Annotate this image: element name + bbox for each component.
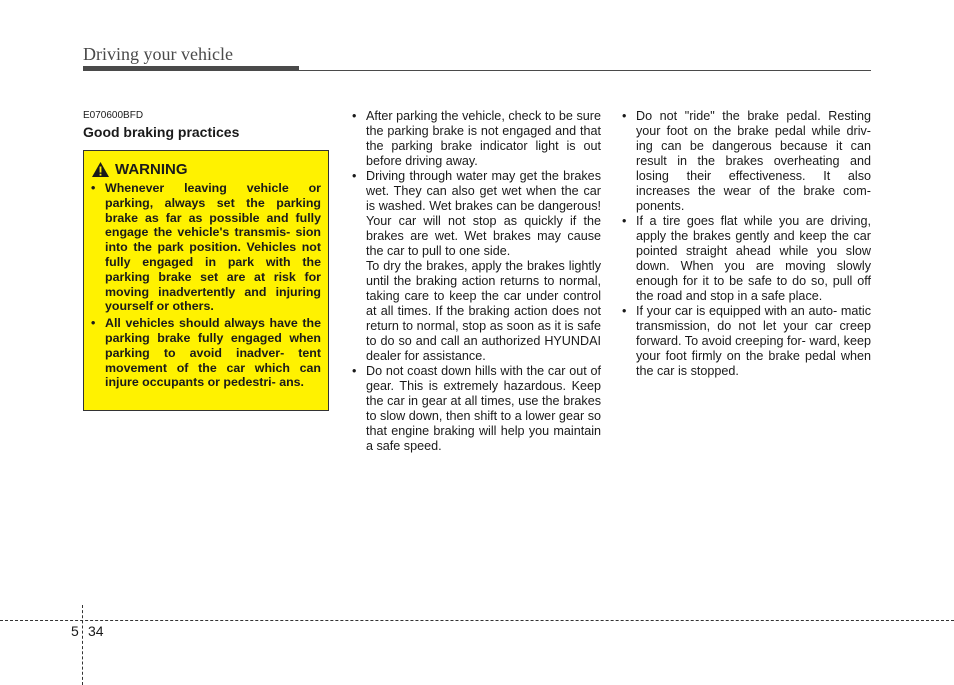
- section-heading: Good braking practices: [83, 124, 240, 140]
- bullet-coast-downhill: • Do not coast down hills with the car out of gear. This is extremely hazardous. Keep the car in gear at all times, use the brakes to slow down, then shift to a lower gear so that engine braking will help you maintain a safe speed.: [352, 364, 601, 454]
- header-rule-thin: [299, 70, 871, 71]
- warning-triangle-icon: [91, 161, 110, 178]
- warning-item: • All vehicles should always have the parking brake fully engaged when parking to avoid inadver- tent movement of the car which can injure occupants or pedestri- ans.: [91, 316, 321, 390]
- warning-title-row: [91, 161, 321, 178]
- bullet-ride-brake-pedal: • Do not "ride" the brake pedal. Resting your foot on the brake pedal while driv- ing can be dangerous because it can result in the brakes overheating and losing their effectiveness. It also increases the wear of the brake com- ponents.: [622, 109, 871, 214]
- footer-divider: [0, 620, 954, 621]
- warning-title: WARNING: [115, 161, 188, 178]
- footer-vertical-divider: [82, 605, 83, 685]
- warning-item: • Whenever leaving vehicle or parking, always set the parking brake as far as possible and fully engage the vehicle's transmis- sion into the park position. Vehicles not fully engaged in park with the parking brake set are at risk for moving inadvertently and injuring yourself or others.: [91, 181, 321, 314]
- page-number: 34: [88, 623, 104, 639]
- chapter-number: 5: [71, 623, 79, 639]
- page-header-title: Driving your vehicle: [83, 44, 233, 64]
- bullet-flat-tire: • If a tire goes flat while you are driving, apply the brakes gently and keep the car pointed straight ahead while you slow down. When you are moving slowly enough for it to be safe to do so, pull off the road and stop in a safe place.: [622, 214, 871, 304]
- warning-box: [83, 150, 329, 411]
- bullet-parking-brake-check: • After parking the vehicle, check to be sure the parking brake is not engaged and that the parking brake indicator light is out before driving away.: [352, 109, 601, 169]
- header-rule-thick: [83, 66, 299, 71]
- bullet-automatic-creep: • If your car is equipped with an auto- matic transmission, do not let your car creep forward. To avoid creeping for- ward, keep your foot firmly on the brake pedal when the car is stopped.: [622, 304, 871, 379]
- warning-list: [91, 181, 321, 390]
- paragraph-dry-brakes: To dry the brakes, apply the brakes lightly until the braking action returns to normal, taking care to keep the car under control at all times. If the braking action does not return to normal, stop as soon as it is safe to do so and call an authorized HYUNDAI dealer for assistance.: [366, 259, 601, 363]
- text-column-3: [622, 109, 871, 379]
- document-code: E070600BFD: [83, 110, 144, 121]
- text-column-2: [352, 109, 601, 454]
- bullet-wet-brakes: • Driving through water may get the brakes wet. They can also get wet when the car is washed. Wet brakes can be dangerous! Your car will not stop as quickly if the brakes are wet. Wet brakes may cause the car to pull to one side.: [352, 169, 601, 259]
